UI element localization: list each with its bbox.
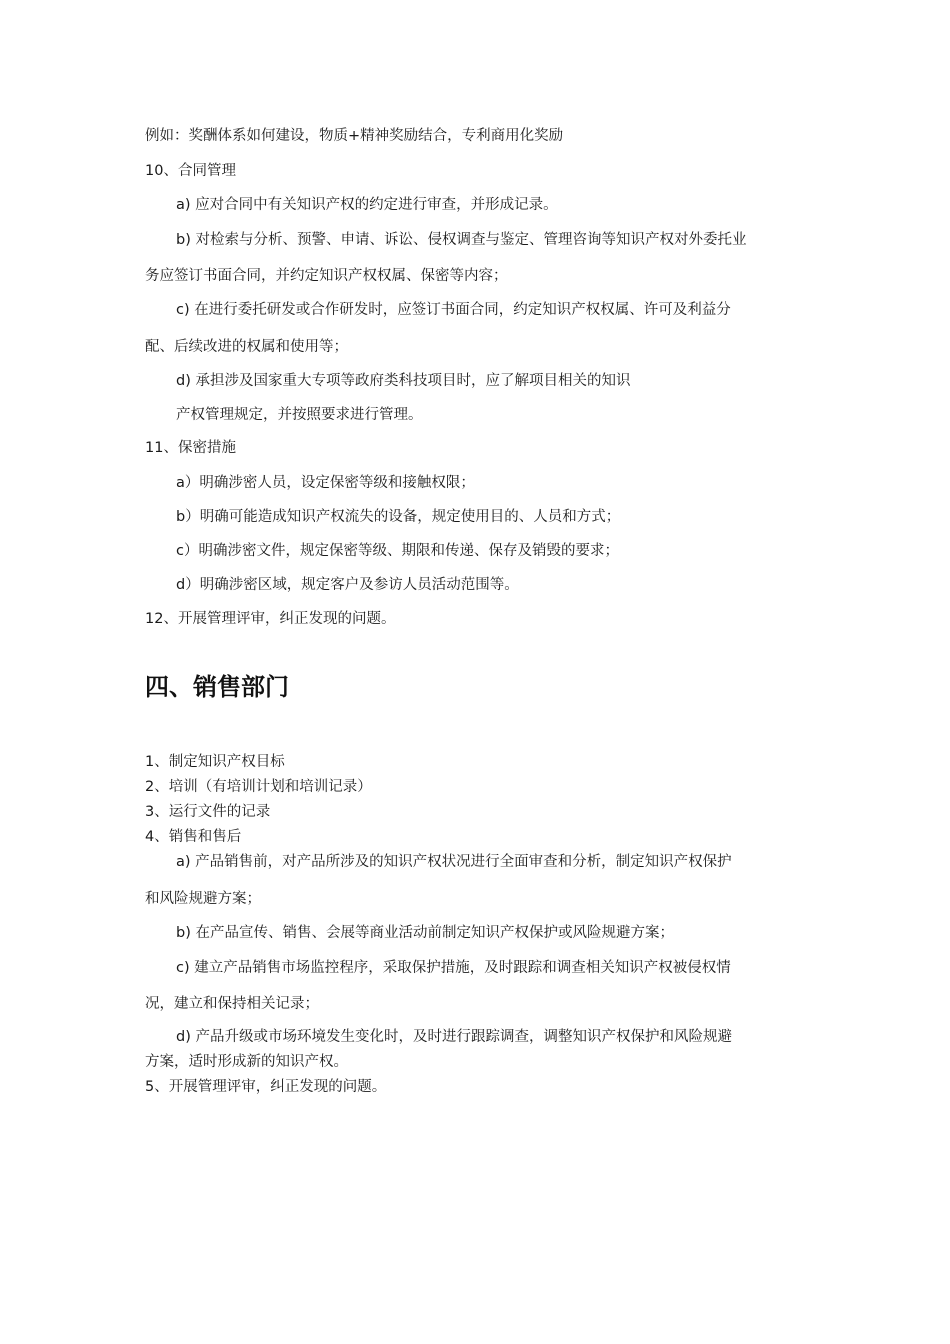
section-12-line: 12、开展管理评审，纠正发现的问题。 bbox=[145, 611, 396, 627]
section-10-item-c-line2: 配、后续改进的权属和使用等； bbox=[145, 339, 348, 355]
section-10-item-d-line2: 产权管理规定，并按照要求进行管理。 bbox=[176, 407, 423, 423]
section-11-item-c: c）明确涉密文件，规定保密等级、期限和传递、保存及销毁的要求； bbox=[176, 543, 619, 559]
section-10-item-a: a) 应对合同中有关知识产权的约定进行审查，并形成记录。 bbox=[176, 197, 558, 213]
section-11-item-a: a）明确涉密人员，设定保密等级和接触权限； bbox=[176, 475, 475, 491]
sales-item-4: 4、销售和售后 bbox=[145, 829, 242, 845]
intro-line: 例如：奖酬体系如何建设，物质+精神奖励结合，专利商用化奖励 bbox=[145, 128, 564, 144]
section-11-item-d: d）明确涉密区域，规定客户及参访人员活动范围等。 bbox=[176, 577, 519, 593]
section-heading-sales: 四、销售部门 bbox=[145, 673, 289, 701]
sales-item-4a-line1: a) 产品销售前，对产品所涉及的知识产权状况进行全面审查和分析，制定知识产权保护 bbox=[176, 854, 732, 870]
section-10-item-c-line1: c) 在进行委托研发或合作研发时，应签订书面合同，约定知识产权权属、许可及利益分 bbox=[176, 302, 731, 318]
section-10-title: 10、合同管理 bbox=[145, 163, 236, 179]
sales-item-2: 2、培训（有培训计划和培训记录） bbox=[145, 779, 372, 795]
sales-item-1: 1、制定知识产权目标 bbox=[145, 754, 285, 770]
sales-item-4c-line1: c) 建立产品销售市场监控程序，采取保护措施，及时跟踪和调查相关知识产权被侵权情 bbox=[176, 960, 731, 976]
sales-item-4a-line2: 和风险规避方案； bbox=[145, 891, 261, 907]
sales-item-4c-line2: 况，建立和保持相关记录； bbox=[145, 996, 319, 1012]
sales-item-4d-line2: 方案，适时形成新的知识产权。 bbox=[145, 1054, 348, 1070]
section-11-title: 11、保密措施 bbox=[145, 440, 236, 456]
sales-item-3: 3、运行文件的记录 bbox=[145, 804, 271, 820]
sales-item-5: 5、开展管理评审，纠正发现的问题。 bbox=[145, 1079, 387, 1095]
section-11-item-b: b）明确可能造成知识产权流失的设备，规定使用目的、人员和方式； bbox=[176, 509, 621, 525]
section-10-item-d-line1: d) 承担涉及国家重大专项等政府类科技项目时，应了解项目相关的知识 bbox=[176, 373, 631, 389]
section-10-item-b-line2: 务应签订书面合同，并约定知识产权权属、保密等内容； bbox=[145, 268, 508, 284]
section-10-item-b-line1: b) 对检索与分析、预警、申请、诉讼、侵权调查与鉴定、管理咨询等知识产权对外委托业 bbox=[176, 232, 747, 248]
sales-item-4d-line1: d) 产品升级或市场环境发生变化时，及时进行跟踪调查，调整知识产权保护和风险规避 bbox=[176, 1029, 732, 1045]
sales-item-4b: b) 在产品宣传、销售、会展等商业活动前制定知识产权保护或风险规避方案； bbox=[176, 925, 674, 941]
